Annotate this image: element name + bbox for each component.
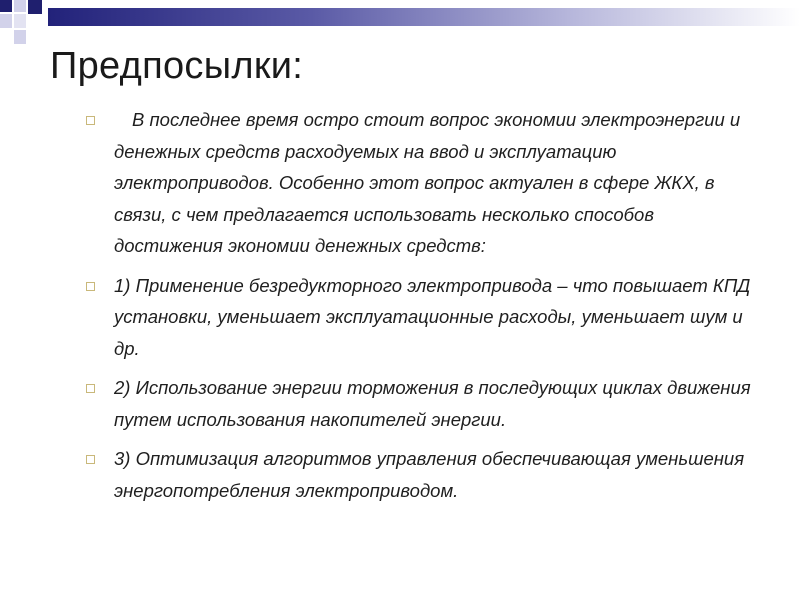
list-item (84, 270, 764, 365)
list-item (84, 104, 764, 262)
header-square-navy-2 (28, 0, 42, 14)
list-item-text: 2) Использование энергии торможения в последующих циклах движения путем использования накопителей энергии. (114, 377, 751, 430)
slide-content (84, 104, 764, 514)
list-item-text: 1) Применение безредукторного электропривода – что повышает КПД установки, уменьшает эксплуатационные расходы, уменьшает шум и др. (114, 274, 751, 359)
header-square-lavender-4 (14, 30, 26, 44)
header-square-lavender-2 (0, 14, 12, 28)
square-bullet-icon (86, 384, 95, 393)
square-bullet-icon (86, 116, 95, 125)
header-gradient-bar (48, 8, 800, 26)
square-bullet-icon (86, 455, 95, 464)
header-square-lavender-3 (14, 14, 26, 28)
list-item-text: 3) Оптимизация алгоритмов управления обеспечивающая уменьшения энергопотребления электроприводом. (114, 448, 745, 501)
header-square-navy-1 (0, 0, 12, 12)
list-item-text: В последнее время остро стоит вопрос экономии электроэнергии и денежных средств расходуемых на ввод и эксплуатацию электроприводов. Особенно этот вопрос актуален в сфере ЖКХ, в связи, с чем предлагается использовать несколько способов достижения экономии денежных средств: (114, 109, 741, 256)
square-bullet-icon (86, 282, 95, 291)
list-item (84, 443, 764, 506)
slide-title: Предпосылки: (50, 45, 304, 87)
header-square-lavender-1 (14, 0, 26, 12)
list-item (84, 372, 764, 435)
